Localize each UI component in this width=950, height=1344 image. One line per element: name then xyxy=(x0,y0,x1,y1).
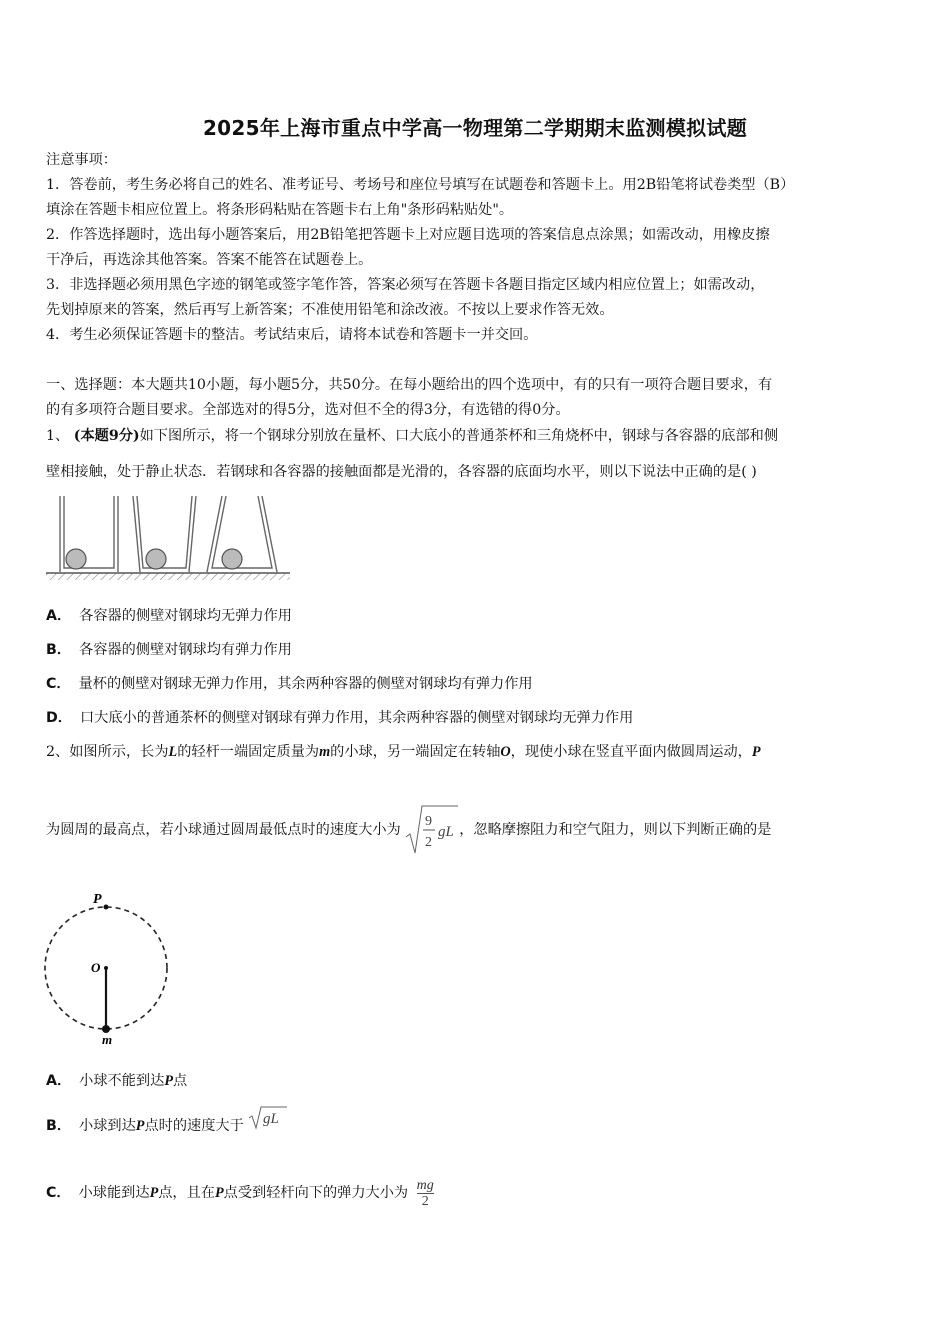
option-text: 小球到达 xyxy=(79,1118,136,1134)
measuring-cup xyxy=(60,496,118,572)
axis-point xyxy=(104,966,108,970)
option-label: B． xyxy=(46,1118,72,1134)
steel-ball xyxy=(66,549,86,569)
steel-ball xyxy=(146,549,166,569)
q2-option-a[interactable] xyxy=(46,1071,908,1091)
label-O: O xyxy=(91,960,101,975)
q1-option-c[interactable] xyxy=(46,674,908,694)
option-text: 小球能到达 xyxy=(78,1185,150,1201)
frac-denominator: 2 xyxy=(425,835,433,850)
q2-stem xyxy=(46,742,908,762)
q1-option-a[interactable] xyxy=(46,606,908,626)
option-label: A． xyxy=(46,608,72,624)
frac-denominator: 2 xyxy=(417,1193,434,1209)
notice-heading: 注意事项： xyxy=(46,152,117,168)
var-m: m xyxy=(319,744,331,760)
q2-text: 2、如图所示，长为 xyxy=(46,744,169,760)
notice-line: 干净后，再选涂其他答案。答案不能答在试题卷上。 xyxy=(46,252,373,268)
q1-stem: 壁相接触，处于静止状态．若钢球和各容器的接触面都是光滑的，各容器的底面均水平，则以下说法中正确的是( ) xyxy=(46,464,757,480)
option-text: 口大底小的普通茶杯的侧壁对钢球有弹力作用，其余两种容器的侧壁对钢球均无弹力作用 xyxy=(79,710,634,726)
var-L: L xyxy=(168,744,178,760)
steel-ball xyxy=(222,549,242,569)
q1-stem-text: 如下图所示，将一个钢球分别放在量杯、口大底小的普通茶杯和三角烧杯中，钢球与各容器的底部和侧 xyxy=(139,428,779,444)
q1-stem xyxy=(46,426,908,446)
var-O: O xyxy=(500,744,511,760)
option-text: 量杯的侧壁对钢球无弹力作用，其余两种容器的侧壁对钢球均有弹力作用 xyxy=(78,676,533,692)
option-text: 点，且在 xyxy=(158,1185,215,1201)
label-m: m xyxy=(102,1032,113,1047)
q1-score-tag: (本题9分) xyxy=(73,428,140,444)
var-P: P xyxy=(135,1118,145,1134)
gl-term: gL xyxy=(438,824,455,840)
option-text: 小球不能到达 xyxy=(79,1073,165,1089)
notice-line: 4．考生必须保证答题卡的整洁。考试结束后，请将本试卷和答题卡一并交回。 xyxy=(46,327,538,343)
label-P: P xyxy=(93,892,102,907)
q2-text: 为圆周的最高点，若小球通过圆周最低点时的速度大小为 xyxy=(46,822,401,838)
option-text: 点 xyxy=(172,1073,188,1089)
notice-line: 先划掉原来的答案，然后再写上新答案；不准使用铅笔和涂改液。不按以上要求作答无效。 xyxy=(46,302,614,318)
notice-line: 1．答卷前，考生务必将自己的姓名、准考证号、考场号和座位号填写在试题卷和答题卡上。用2B铅笔将试卷类型（B） xyxy=(46,177,795,193)
q1-number: 1、 xyxy=(46,428,70,444)
option-label: A． xyxy=(46,1073,72,1089)
section-instructions: 的有多项符合题目要求。全部选对的得5分，选对但不全的得3分，有选错的得0分。 xyxy=(46,402,570,418)
option-label: B． xyxy=(46,642,72,658)
top-point xyxy=(104,905,109,910)
option-label: C． xyxy=(46,1185,71,1201)
gl-term: gL xyxy=(263,1111,280,1127)
frac-numerator: 9 xyxy=(425,814,433,829)
notice-line: 填涂在答题卡相应位置上。将条形码粘贴在答题卡右上角"条形码粘贴处"。 xyxy=(46,202,514,218)
option-text: 各容器的侧壁对钢球均无弹力作用 xyxy=(79,608,292,624)
notice-line: 2．作答选择题时，选出每小题答案后，用2B铅笔把答题卡上对应题目选项的答案信息点涂黑；如需改动，用橡皮擦 xyxy=(46,227,770,243)
var-P: P xyxy=(164,1073,173,1089)
q2-text: 的轻杆一端固定质量为 xyxy=(177,744,320,760)
sqrt-sign xyxy=(405,803,459,857)
frac-numerator: mg xyxy=(416,1177,434,1193)
q2-circle-figure xyxy=(36,888,176,1048)
var-P: P xyxy=(215,1185,224,1201)
q1-containers-figure xyxy=(44,492,294,582)
var-P: P xyxy=(149,1185,159,1201)
tea-cup xyxy=(133,496,196,572)
exam-title: 2025年上海市重点中学高一物理第二学期期末监测模拟试题 xyxy=(202,116,748,140)
notice-line: 3．非选择题必须用黑色字迹的钢笔或签字笔作答，答案必须写在答题卡各题目指定区域内相应位置上；如需改动， xyxy=(46,277,765,293)
q1-option-d[interactable] xyxy=(46,708,908,728)
q2-option-b[interactable] xyxy=(46,1104,908,1144)
section-instructions: 一、选择题：本大题共10小题，每小题5分，共50分。在每小题给出的四个选项中，有的只有一项符合题目要求，有 xyxy=(46,377,773,393)
option-label: D． xyxy=(46,710,72,726)
q2-stem xyxy=(46,800,908,860)
sqrt-gl xyxy=(248,1104,288,1132)
var-P: P xyxy=(751,744,761,760)
q2-option-c[interactable] xyxy=(46,1168,908,1218)
option-text: 各容器的侧壁对钢球均有弹力作用 xyxy=(79,642,292,658)
ground-hatch xyxy=(46,573,290,580)
q2-text: ，忽略摩擦阻力和空气阻力，则以下判断正确的是 xyxy=(459,822,772,838)
q2-text: ，现使小球在竖直平面内做圆周运动， xyxy=(510,744,752,760)
option-text: 点受到轻杆向下的弹力大小为 xyxy=(223,1185,409,1201)
option-text: 点时的速度大于 xyxy=(144,1118,244,1134)
sqrt-formula xyxy=(405,800,459,860)
option-label: C． xyxy=(46,676,71,692)
conical-flask xyxy=(207,496,277,572)
q2-text: 的小球，另一端固定在转轴 xyxy=(330,744,501,760)
fraction-mg-over-2 xyxy=(417,1178,434,1209)
q1-option-b[interactable] xyxy=(46,640,908,660)
